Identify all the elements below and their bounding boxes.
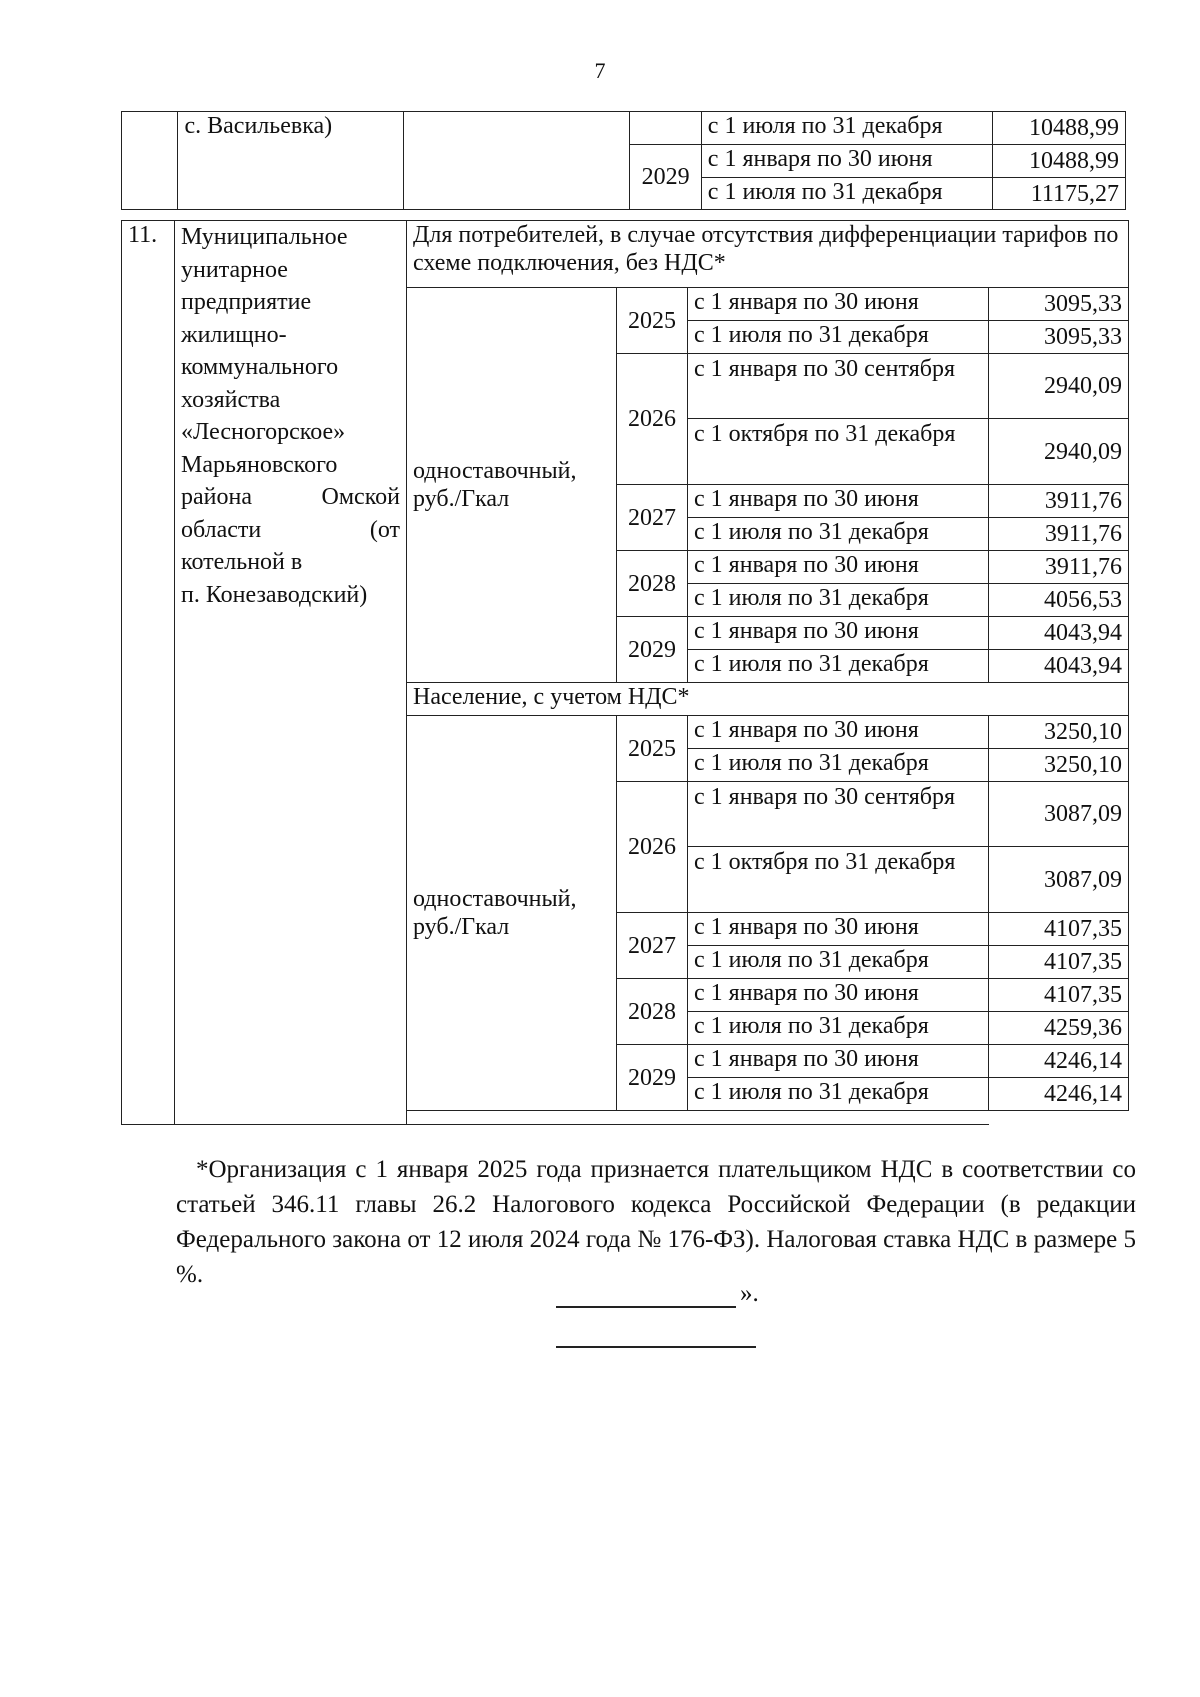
period-cell: с 1 января по 30 июня	[688, 1045, 989, 1078]
org-line: хозяйства	[181, 386, 281, 413]
value-cell: 4107,35	[989, 913, 1129, 946]
tariff-table-continuation	[121, 111, 1126, 210]
year-cell: 2025	[617, 288, 688, 354]
value-cell: 2940,09	[989, 354, 1129, 419]
period-cell: с 1 июля по 31 декабря	[688, 321, 989, 354]
value-cell: 3087,09	[989, 782, 1129, 847]
year-cell: 2028	[617, 979, 688, 1045]
group-header: Население, с учетом НДС*	[407, 683, 1129, 716]
page-number: 7	[594, 58, 606, 83]
period-cell: с 1 января по 30 июня	[688, 485, 989, 518]
value-cell: 3911,76	[989, 518, 1129, 551]
org-line: коммунального	[181, 354, 339, 380]
period-cell: с 1 января по 30 июня	[688, 716, 989, 749]
value-cell: 4246,14	[989, 1078, 1129, 1111]
period-cell: с 1 июля по 31 декабря	[688, 518, 989, 551]
org-line: жилищно-	[181, 321, 287, 348]
value-cell: 10488,99	[992, 112, 1125, 145]
value-cell: 4246,14	[989, 1045, 1129, 1078]
year-cell: 2027	[617, 913, 688, 979]
period-cell: с 1 января по 30 июня	[688, 617, 989, 650]
period-cell: с 1 октября по 31 декабря	[688, 419, 989, 485]
period-cell: с 1 июля по 31 декабря	[688, 749, 989, 782]
period-cell: с 1 июля по 31 декабря	[688, 584, 989, 617]
year-cell	[630, 112, 701, 145]
period-cell: с 1 января по 30 сентября	[688, 354, 989, 419]
closing-mark: ».	[740, 1280, 759, 1307]
spacer-cell	[407, 1111, 989, 1125]
org-name-cell: с. Васильевка)	[178, 112, 404, 210]
separator-line	[556, 1346, 756, 1348]
value-cell: 4107,35	[989, 946, 1129, 979]
value-cell: 3095,33	[989, 288, 1129, 321]
org-line: Муниципальное	[181, 224, 348, 250]
period-cell: с 1 октября по 31 декабря	[688, 847, 989, 913]
rate-type-cell: одноставочный, руб./Гкал	[407, 716, 617, 1111]
year-cell: 2028	[617, 551, 688, 617]
year-cell: 2025	[617, 716, 688, 782]
group-header: Для потребителей, в случае отсутствия дифференциации тарифов по схеме подключения, без НДС*	[407, 221, 1129, 288]
value-cell: 4043,94	[989, 650, 1129, 683]
period-cell: с 1 января по 30 июня	[688, 288, 989, 321]
year-cell: 2026	[617, 782, 688, 913]
org-line: п. Конезаводский)	[181, 581, 368, 608]
rate-type-cell: одноставочный, руб./Гкал	[407, 288, 617, 683]
period-cell: с 1 января по 30 июня	[688, 979, 989, 1012]
value-cell: 3911,76	[989, 551, 1129, 584]
period-cell: с 1 июля по 31 декабря	[688, 650, 989, 683]
value-cell: 4259,36	[989, 1012, 1129, 1045]
period-cell: с 1 июля по 31 декабря	[688, 1012, 989, 1045]
group-header-row	[122, 221, 1129, 288]
entry-number-cell	[122, 112, 178, 210]
period-cell: с 1 января по 30 сентября	[688, 782, 989, 847]
table-row	[122, 112, 1126, 145]
org-line: Марьяновского	[181, 451, 338, 478]
period-cell: с 1 июля по 31 декабря	[688, 946, 989, 979]
year-cell: 2027	[617, 485, 688, 551]
value-cell: 4107,35	[989, 979, 1129, 1012]
org-name-cell	[175, 221, 407, 1125]
tariff-table-entry-11	[121, 220, 1129, 1125]
period-cell: с 1 января по 30 июня	[701, 145, 992, 178]
org-line: района Омской	[181, 484, 400, 510]
period-cell: с 1 января по 30 июня	[688, 551, 989, 584]
org-line: «Лесногорское»	[181, 419, 346, 445]
value-cell: 3095,33	[989, 321, 1129, 354]
separator-line	[556, 1306, 736, 1308]
value-cell: 10488,99	[992, 145, 1125, 178]
year-cell: 2026	[617, 354, 688, 485]
period-cell: с 1 июля по 31 декабря	[688, 1078, 989, 1111]
org-line: области (от	[181, 516, 400, 543]
value-cell: 3250,10	[989, 749, 1129, 782]
period-cell: с 1 июля по 31 декабря	[701, 112, 992, 145]
value-cell: 4056,53	[989, 584, 1129, 617]
org-line: котельной в	[181, 549, 303, 575]
value-cell: 2940,09	[989, 419, 1129, 485]
value-cell: 3087,09	[989, 847, 1129, 913]
period-cell: с 1 июля по 31 декабря	[701, 178, 992, 210]
value-cell: 11175,27	[992, 178, 1125, 210]
year-cell: 2029	[617, 617, 688, 683]
org-line: предприятие	[181, 289, 312, 315]
year-cell: 2029	[630, 145, 701, 210]
entry-number-cell: 11.	[122, 221, 175, 1125]
period-cell: с 1 января по 30 июня	[688, 913, 989, 946]
rate-type-cell	[404, 112, 630, 210]
value-cell: 3911,76	[989, 485, 1129, 518]
footnote: *Организация с 1 января 2025 года признается плательщиком НДС в соответствии со статьей 346.11 главы 26.2 Налогового кодекса Российской Федерации (в редакции Федерального закона от 12 июля 2024 года № 176-ФЗ). Налоговая ставка НДС в размере 5 %.	[176, 1156, 1136, 1288]
value-cell: 3250,10	[989, 716, 1129, 749]
org-line: унитарное	[181, 256, 288, 283]
value-cell: 4043,94	[989, 617, 1129, 650]
year-cell: 2029	[617, 1045, 688, 1111]
